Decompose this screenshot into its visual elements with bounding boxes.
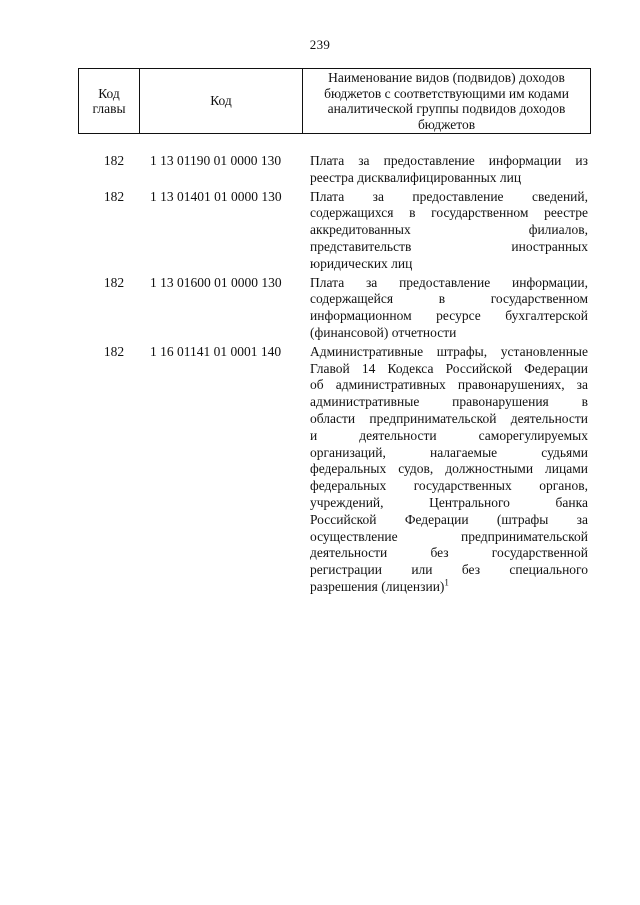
name-line: об административных правонарушениях, за (310, 377, 588, 393)
name-line: деятельности без государственной (310, 545, 588, 561)
code-cell: 1 13 01600 01 0000 130 (150, 274, 282, 290)
code-cell: 1 13 01401 01 0000 130 (150, 188, 282, 204)
name-cell (310, 153, 588, 187)
header-chapter-code: Код главы (79, 69, 140, 133)
name-line: федеральных судов, должностными лицами (310, 461, 588, 477)
name-line-text: разрешения (лицензии) (310, 578, 445, 594)
name-line: учреждений, Центрального банка (310, 494, 588, 510)
name-line: области предпринимательской деятельности (310, 410, 588, 426)
name-line: Российской Федерации (штрафы за (310, 511, 588, 527)
name-cell (310, 275, 588, 342)
name-line: Административные штрафы, установленные (310, 343, 588, 359)
footnote-marker: 1 (444, 577, 449, 588)
name-line: представительств иностранных (310, 238, 588, 254)
chapter-code-cell: 182 (103, 274, 125, 290)
name-line: организаций, налагаемые судьями (310, 444, 588, 460)
name-line: осуществление предпринимательской (310, 528, 588, 544)
header-name: Наименование видов (подвидов) доходов бюджетов с соответствующими им кодами аналитической группы подвидов доходов бюджетов (324, 70, 569, 132)
table-row (78, 153, 591, 187)
table-row (78, 189, 591, 273)
name-line: регистрации или без специального (310, 562, 588, 578)
name-line-final (310, 579, 588, 596)
name-line: Плата за предоставление информации из (310, 153, 588, 168)
name-line: административные правонарушения в (310, 394, 588, 410)
table-row (78, 344, 591, 596)
name-line: (финансовой) отчетности (310, 324, 457, 340)
name-line: Главой 14 Кодекса Российской Федерации (310, 360, 588, 376)
page-number: 239 (309, 37, 331, 52)
name-cell (310, 189, 588, 273)
name-line: Плата за предоставление сведений, (310, 188, 588, 204)
chapter-code-cell: 182 (103, 153, 125, 168)
table-row (78, 275, 591, 342)
chapter-code-cell: 182 (103, 188, 125, 204)
table-body (78, 153, 591, 596)
code-cell: 1 16 01141 01 0001 140 (150, 343, 282, 359)
name-line: юридических лиц (310, 255, 413, 271)
name-line: федеральных государственных органов, (310, 478, 588, 494)
name-line: аккредитованных филиалов, (310, 222, 588, 238)
code-cell: 1 13 01190 01 0000 130 (150, 153, 282, 168)
name-line: информационном ресурсе бухгалтерской (310, 308, 588, 324)
name-cell (310, 344, 588, 596)
chapter-code-cell: 182 (103, 343, 125, 359)
name-line: и деятельности саморегулируемых (310, 427, 588, 443)
name-line: Плата за предоставление информации, (310, 274, 588, 290)
header-code: Код (140, 69, 303, 133)
name-line: содержащейся в государственном (310, 291, 588, 307)
name-line: реестра дисквалифицированных лиц (310, 169, 522, 185)
table-header (78, 68, 591, 134)
name-line: содержащихся в государственном реестре (310, 205, 588, 221)
